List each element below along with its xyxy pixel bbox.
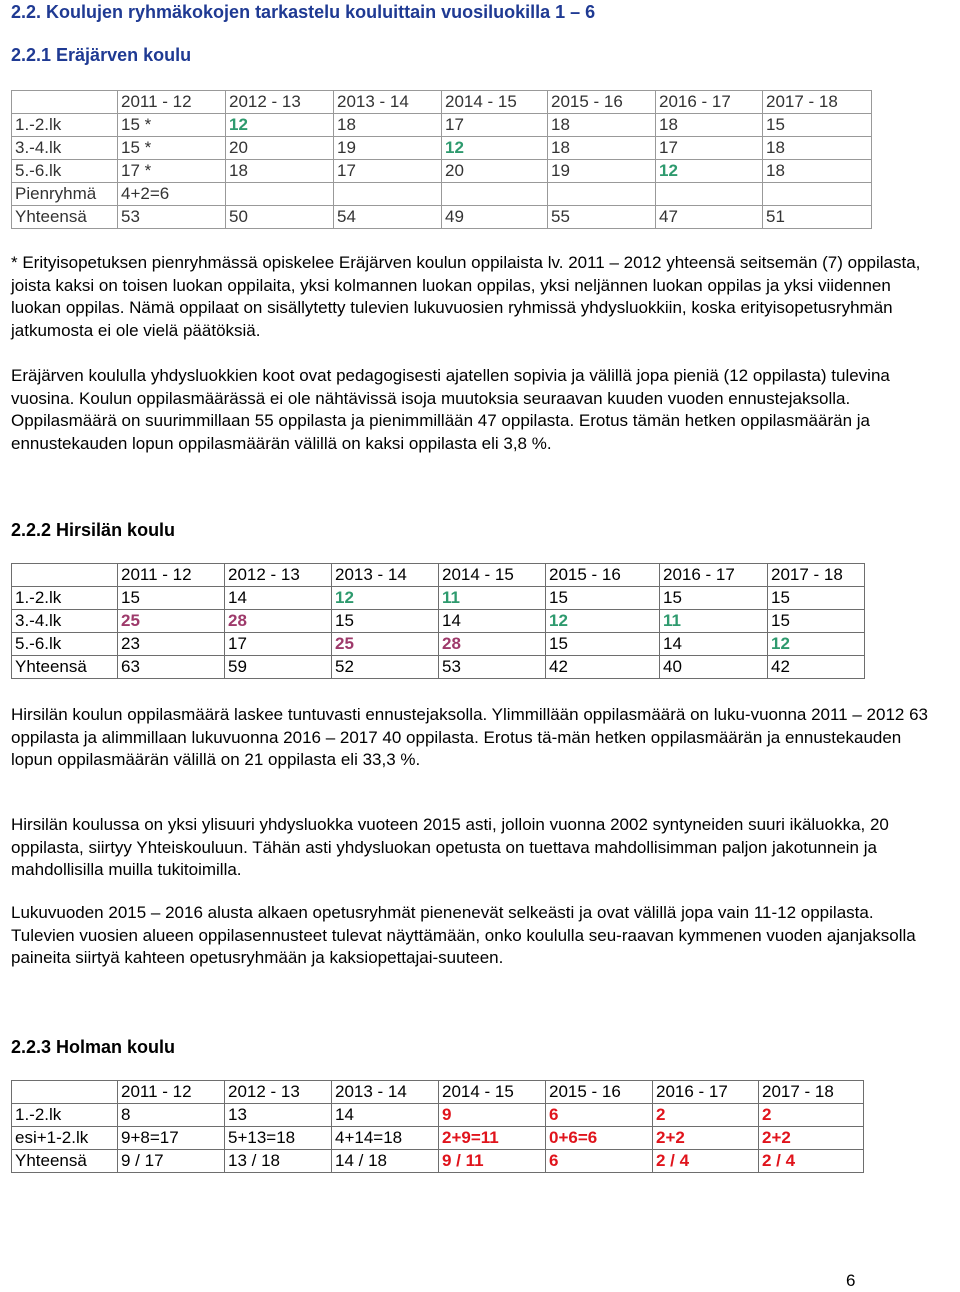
table-cell: 12 (442, 137, 548, 160)
subsection-title-holma: 2.2.3 Holman koulu (11, 1037, 176, 1057)
table-cell: 15 * (118, 114, 226, 137)
table-cell: 17 (442, 114, 548, 137)
table-cell: 8 (118, 1104, 225, 1127)
table-row (12, 160, 872, 183)
table-cell: 25 (332, 633, 439, 656)
table-header-cell: 2016 - 17 (656, 91, 763, 114)
table-header-cell: 2014 - 15 (442, 91, 548, 114)
table-cell: 49 (442, 206, 548, 229)
row-label: 5.-6.lk (12, 160, 118, 183)
table-cell: 15 (546, 587, 660, 610)
row-label: 3.-4.lk (12, 137, 118, 160)
row-label: esi+1-2.lk (12, 1127, 118, 1150)
table-cell (763, 183, 872, 206)
table-row (12, 633, 865, 656)
table-cell: 63 (118, 656, 225, 679)
table-cell: 11 (660, 610, 768, 633)
table-row (12, 137, 872, 160)
section-heading: 2.2. Koulujen ryhmäkokojen tarkastelu kouluittain vuosiluokilla 1 – 6 (11, 2, 596, 22)
table-cell: 15 (768, 610, 865, 633)
table-header-cell: 2016 - 17 (653, 1081, 759, 1104)
table-cell: 23 (118, 633, 225, 656)
table-cell: 14 (439, 610, 546, 633)
table-cell: 4+2=6 (118, 183, 226, 206)
table-header-row (12, 1081, 864, 1104)
table-cell: 11 (439, 587, 546, 610)
row-label: 1.-2.lk (12, 1104, 118, 1127)
table-cell: 15 (118, 587, 225, 610)
table-cell: 53 (439, 656, 546, 679)
table-cell: 9 / 17 (118, 1150, 225, 1173)
table-cell: 13 (225, 1104, 332, 1127)
table-cell: 4+14=18 (332, 1127, 439, 1150)
row-label: 3.-4.lk (12, 610, 118, 633)
table-cell: 17 (334, 160, 442, 183)
table-row (12, 1150, 864, 1173)
table-row (12, 656, 865, 679)
table-cell: 20 (442, 160, 548, 183)
table-header-cell: 2017 - 18 (759, 1081, 864, 1104)
table-header-cell: 2014 - 15 (439, 564, 546, 587)
hirsila-table (11, 563, 865, 679)
table-cell: 59 (225, 656, 332, 679)
paragraph: Eräjärven koululla yhdysluokkien koot ovat pedagogisesti ajatellen sopivia ja välillä jopa pieniä (12 oppilasta) tulevina vuosina. Koulun oppilasmäärässä ei ole nähtävissä isoja muutoksia seuraavan kuuden vuoden ennustejaksolla. Oppilasmäärä on suurimmillaan 55 oppilasta ja pienimmillään 47 oppilasta. Erotus tämän hetken oppilasmäärän ja ennustekauden lopun oppilasmäärän välillä on kaksi oppilasta eli 3,8 %. (11, 366, 890, 453)
table-cell: 9 (439, 1104, 546, 1127)
table-cell: 15 (768, 587, 865, 610)
row-label: 1.-2.lk (12, 587, 118, 610)
table-header-row (12, 564, 865, 587)
page-number: 6 (846, 1271, 856, 1290)
table-cell: 18 (656, 114, 763, 137)
table-row (12, 610, 865, 633)
table-cell: 14 (332, 1104, 439, 1127)
table-header-cell: 2011 - 12 (118, 1081, 225, 1104)
table-header-cell: 2015 - 16 (546, 564, 660, 587)
table-header-cell: 2012 - 13 (225, 1081, 332, 1104)
table-cell: 2 / 4 (759, 1150, 864, 1173)
table-cell: 15 (660, 587, 768, 610)
table-cell: 28 (225, 610, 332, 633)
table-header-cell: 2012 - 13 (226, 91, 334, 114)
row-label: Yhteensä (12, 656, 118, 679)
table-cell: 2 (653, 1104, 759, 1127)
table-header-cell: 2013 - 14 (332, 1081, 439, 1104)
table-cell: 25 (118, 610, 225, 633)
table-cell: 2+2 (759, 1127, 864, 1150)
table-cell: 12 (656, 160, 763, 183)
table-cell: 12 (546, 610, 660, 633)
table-cell: 20 (226, 137, 334, 160)
table-cell: 17 (656, 137, 763, 160)
table-cell: 0+6=6 (546, 1127, 653, 1150)
table-header-cell: 2017 - 18 (763, 91, 872, 114)
table-cell: 2+2 (653, 1127, 759, 1150)
table-row (12, 1127, 864, 1150)
table-cell (334, 183, 442, 206)
table-cell: 15 (332, 610, 439, 633)
table-cell: 6 (546, 1150, 653, 1173)
table-cell (548, 183, 656, 206)
table-header-cell: 2014 - 15 (439, 1081, 546, 1104)
table-cell: 2 (759, 1104, 864, 1127)
table-cell: 15 (763, 114, 872, 137)
row-label: 5.-6.lk (12, 633, 118, 656)
table-header-cell: 2013 - 14 (332, 564, 439, 587)
table-header-cell: 2011 - 12 (118, 91, 226, 114)
table-row (12, 183, 872, 206)
paragraph: * Erityisopetuksen pienryhmässä opiskelee Eräjärven koulun oppilaista lv. 2011 – 2012 yhteensä seitsemän (7) oppilasta, joista kaksi on toisen luokan oppilaita, yksi kolmannen luokan oppilas, yksi neljännen luokan oppilas ja yksi viidennen luokan oppilas. Nämä oppilaat on sisällytetty tulevien lukuvuosien ryhmissä yhdysluokkiin, koska erityisopetusryhmän jatkumosta ei ole vielä päätöksiä. (11, 253, 921, 340)
table-cell: 18 (548, 137, 656, 160)
table-row (12, 206, 872, 229)
holma-table (11, 1080, 864, 1173)
table-cell: 55 (548, 206, 656, 229)
table-row (12, 587, 865, 610)
table-cell (12, 564, 118, 587)
row-label: 1.-2.lk (12, 114, 118, 137)
table-header-cell: 2012 - 13 (225, 564, 332, 587)
table-cell: 42 (546, 656, 660, 679)
paragraph: Hirsilän koulun oppilasmäärä laskee tuntuvasti ennustejaksolla. Ylimmillään oppilasmäärä on luku-vuonna 2011 – 2012 63 oppilasta ja alimmillaan lukuvuonna 2016 – 2017 40 oppilasta. Erotus tä-män hetken oppilasmäärän ja ennustekauden lopun oppilasmäärän välillä on 21 oppilasta eli 33,3 %. (11, 705, 928, 770)
table-cell: 18 (226, 160, 334, 183)
table-cell: 9+8=17 (118, 1127, 225, 1150)
table-cell: 17 (225, 633, 332, 656)
row-label: Yhteensä (12, 1150, 118, 1173)
table-cell: 2+9=11 (439, 1127, 546, 1150)
table-cell: 12 (768, 633, 865, 656)
erajarvi-table (11, 90, 872, 229)
table-cell: 18 (548, 114, 656, 137)
table-cell: 15 * (118, 137, 226, 160)
table-cell: 14 / 18 (332, 1150, 439, 1173)
table-cell: 13 / 18 (225, 1150, 332, 1173)
table-cell: 18 (763, 137, 872, 160)
table-cell: 47 (656, 206, 763, 229)
table-row (12, 114, 872, 137)
table-header-row (12, 91, 872, 114)
table-cell (442, 183, 548, 206)
table-cell: 52 (332, 656, 439, 679)
table-row (12, 1104, 864, 1127)
table-header-cell: 2017 - 18 (768, 564, 865, 587)
table-cell: 40 (660, 656, 768, 679)
table-cell: 2 / 4 (653, 1150, 759, 1173)
table-header-cell: 2015 - 16 (546, 1081, 653, 1104)
table-cell: 28 (439, 633, 546, 656)
table-cell: 9 / 11 (439, 1150, 546, 1173)
table-cell: 14 (225, 587, 332, 610)
paragraph: Hirsilän koulussa on yksi ylisuuri yhdysluokka vuoteen 2015 asti, jolloin vuonna 2002 syntyneiden suuri ikäluokka, 20 oppilasta, siirtyy Yhteiskouluun. Tähän asti yhdysluokan opetusta on tuettava mahdollisimman paljon jakotunnein ja mahdollisilla muilla tukitoimilla. (11, 815, 889, 880)
table-cell: 5+13=18 (225, 1127, 332, 1150)
table-cell: 14 (660, 633, 768, 656)
table-cell: 53 (118, 206, 226, 229)
table-cell: 12 (332, 587, 439, 610)
row-label: Pienryhmä (12, 183, 118, 206)
table-cell: 19 (334, 137, 442, 160)
table-cell (656, 183, 763, 206)
row-label: Yhteensä (12, 206, 118, 229)
table-header-cell: 2013 - 14 (334, 91, 442, 114)
table-cell: 18 (334, 114, 442, 137)
subsection-title-hirsila: 2.2.2 Hirsilän koulu (11, 520, 176, 540)
table-header-cell: 2016 - 17 (660, 564, 768, 587)
table-cell: 51 (763, 206, 872, 229)
table-header-cell: 2011 - 12 (118, 564, 225, 587)
table-header-cell: 2015 - 16 (548, 91, 656, 114)
subsection-title-erajarvi: 2.2.1 Eräjärven koulu (11, 45, 192, 65)
paragraph: Lukuvuoden 2015 – 2016 alusta alkaen opetusryhmät pienenevät selkeästi ja ovat välillä jopa vain 11-12 oppilasta. Tulevien vuosien alueen oppilasennusteet tulevat näyttämään, onko koululla seu-raavan kymmenen vuoden ajanjaksolla paineita siirtyä kahteen opetusryhmään ja kaksiopettajai-suuteen. (11, 903, 916, 968)
table-cell (12, 91, 118, 114)
table-cell (226, 183, 334, 206)
table-cell: 42 (768, 656, 865, 679)
table-cell: 6 (546, 1104, 653, 1127)
table-cell: 18 (763, 160, 872, 183)
table-cell: 19 (548, 160, 656, 183)
table-cell (12, 1081, 118, 1104)
table-cell: 12 (226, 114, 334, 137)
table-cell: 50 (226, 206, 334, 229)
table-cell: 54 (334, 206, 442, 229)
table-cell: 17 * (118, 160, 226, 183)
table-cell: 15 (546, 633, 660, 656)
